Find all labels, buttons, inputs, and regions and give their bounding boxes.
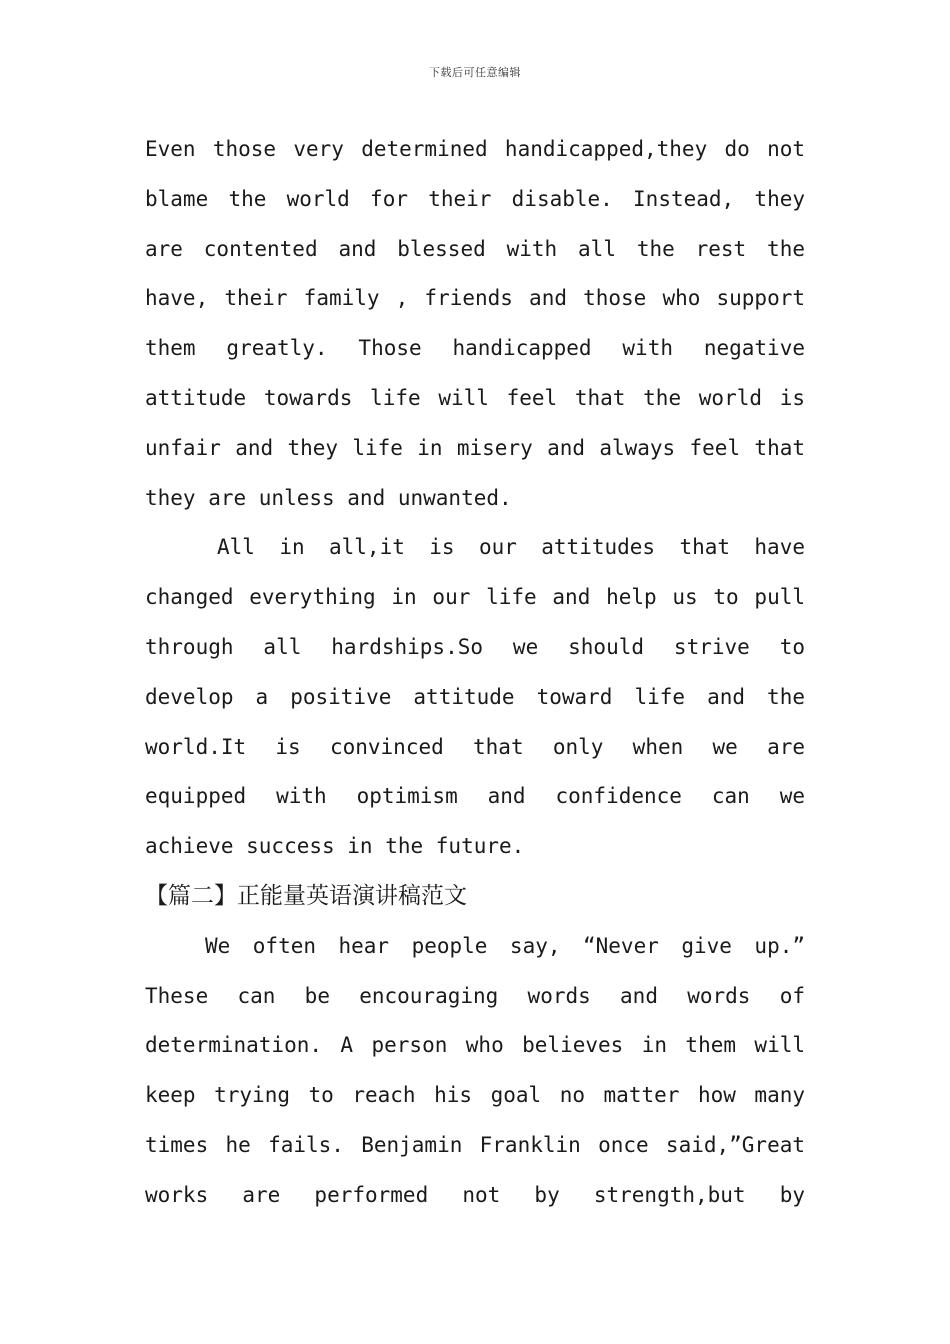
section-heading: 【篇二】正能量英语演讲稿范文 [145,882,467,909]
text-line: These can be encouraging words and words of [145,983,805,1008]
text-line: attitude towards life will feel that the world is [145,385,805,410]
text-line: have, their family , friends and those who support [145,286,805,311]
text-line: times he fails. Benjamin Franklin once said,”Great [145,1132,805,1157]
text-line: develop a positive attitude toward life and the [145,684,805,709]
text-line: equipped with optimism and confidence can we [145,784,805,809]
text-line: world.It is convinced that only when we are [145,734,805,759]
document-body [145,125,805,1221]
text-line: We often hear people say, “Never give up.” [205,933,805,958]
text-line: them greatly. Those handicapped with negative [145,336,805,361]
text-line: achieve success in the future. [145,834,525,859]
text-line: changed everything in our life and help us to pull [145,585,805,610]
text-line: determination. A person who believes in them will [145,1033,805,1058]
text-line: works are performed not by strength,but by [145,1182,805,1207]
text-line: they are unless and unwanted. [145,485,512,510]
text-line: Even those very determined handicapped,they do not [145,137,805,161]
text-line: through all hardships.So we should strive to [145,634,805,659]
text-line: blame the world for their disable. Instead, they [145,186,805,211]
page-header: 下载后可任意编辑 [429,66,521,79]
text-line: are contented and blessed with all the rest the [145,236,805,261]
text-line: unfair and they life in misery and always feel that [145,435,805,460]
text-line: All in all,it is our attitudes that have [217,535,805,560]
text-line: keep trying to reach his goal no matter how many [145,1083,805,1108]
